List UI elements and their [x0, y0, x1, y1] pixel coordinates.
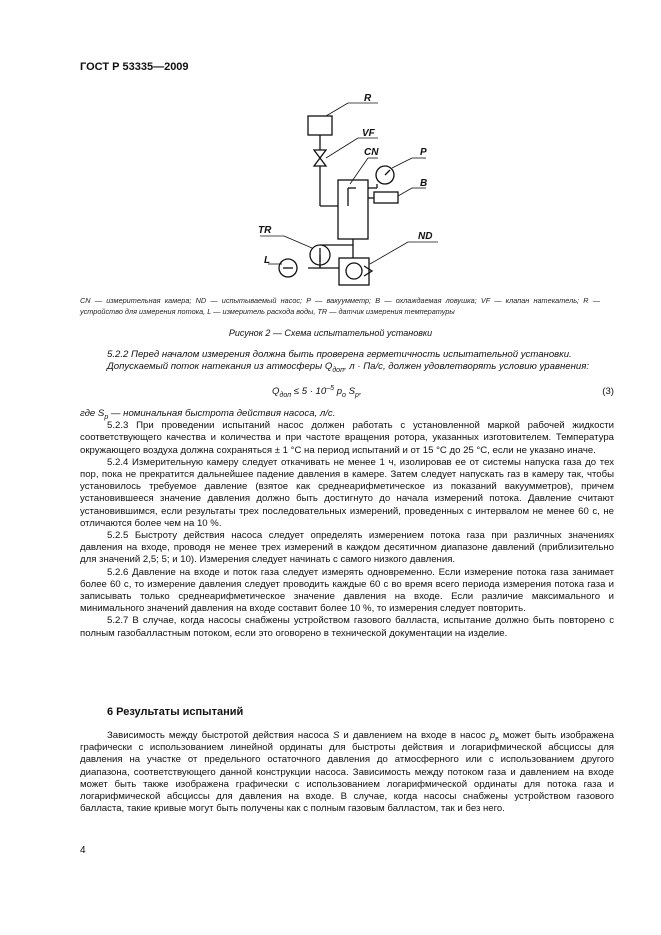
- formula-3: [80, 386, 614, 400]
- para-525: 5.2.5 Быстроту действия насоса следует определять измерением потока газа при различных значениях давления на входе, проводя не менее трех измерений в каждом десятичном диапазоне давлений (приблизительно для значений 2,5; 5; и 10). Измерения следует начинать с самого низкого давления.: [80, 530, 614, 566]
- para-527: 5.2.7 В случае, когда насосы снабжены устройством газового балласта, испытание должно быть повторено с полным газобалластным потоком, если это оговорено в технической документации на изделие.: [80, 615, 614, 639]
- formula-number: (3): [602, 386, 614, 397]
- label-tr: TR: [258, 225, 272, 236]
- paragraph-5-2-2: [80, 349, 614, 373]
- para-522-b: Допускаемый поток натекания из атмосферы $Q_{доп}$, л · Па/с, должен удовлетворять условию уравнения:: [107, 361, 590, 375]
- para-526: 5.2.6 Давление на входе и поток газа следует измерять одновременно. Если измерение потока газа занимает более 60 с, то измерение давления следует проводить каждые 60 с во время всего периода измерения потока газа и записывать только среднеарифметическое значение давления на входе. Если различие максимального и минимального значений давления на входе составит более 10 %, то измерения следует повторить.: [80, 566, 614, 615]
- measuring-chamber: [338, 180, 368, 239]
- test-setup-diagram: [240, 88, 440, 296]
- para-6: Зависимость между быстротой действия насоса S и давлением на входе в насос $p_в$ может быть изображена графически с использованием линейной ординаты для быстроты действия и логарифмической абсциссы для давления на участке от предельного остаточного давления до атмосферного или с использованием другого диапазона, соответствующего данной конструкции насоса. Зависимость между потоком газа и давлением на входе может быть также изображена графически с использованием логарифмической ординаты для потока газа и логарифмической абсциссы для давления на входе. В случае, когда насосы снабжены устройством газового балласта, такие кривые могут быть получены как с полным газовым балластом, так и без него.: [80, 730, 614, 815]
- flow-meter-box: [308, 116, 332, 135]
- label-cn: CN: [364, 147, 379, 158]
- formula-expression: $Q_{доп} \le 5 \cdot 10^{-5}$ $p_о$ $S_р$,: [272, 384, 362, 399]
- where-clause: где $S_p$ — номинальная быстрота действия насоса, л/с.: [80, 408, 336, 421]
- figure-legend: CN — измерительная камера; ND — испытываемый насос; P — вакуумметр; B — охлаждаемая ловушка; VF — клапан натекатель; R — устройство для измерения потока, L — измеритель расхода воды, TR — датчик измерения температуры: [80, 296, 600, 316]
- para-523: 5.2.3 При проведении испытаний насос должен работать с установленной маркой рабочей жидкости соответствующего качества и количества и при частоте вращения ротора, указанных изготовителем. Температура окружающего воздуха должна сохраняться ± 1 °С на период испытаний и от 15 °С до 25 °С, если не указано иначе.: [80, 420, 614, 456]
- section-title: 6 Результаты испытаний: [107, 706, 244, 718]
- document-header: ГОСТ Р 53335—2009: [80, 61, 189, 73]
- para-522-a: 5.2.2 Перед началом измерения должна быть проверена герметичность испытательной установки.: [107, 349, 572, 360]
- para-524: 5.2.4 Измерительную камеру следует откачивать не менее 1 ч, изолировав ее от системы напуска газа до тех пор, пока не прекратится дальнейшее падение давления в камере. Затем следует напускать газ в камеру так, чтобы установилось требуемое давление (взятое как среднеарифметическое из показаний вакуумметров), причем установившееся значение давления должно быть достигнуто до начала измерений потока. Давление считают установившимся, если результаты трех последовательных измерений, проведенных с интервалом не менее 60 с, не отличаются более чем на 10 %.: [80, 456, 614, 529]
- label-b: B: [420, 178, 428, 189]
- section-6-body: [80, 730, 614, 815]
- leak-valve-icon: [314, 150, 326, 166]
- label-nd: ND: [418, 231, 433, 242]
- label-l: L: [264, 255, 271, 266]
- cold-trap-box: [374, 192, 398, 203]
- figure-caption: Рисунок 2 — Схема испытательной установки: [228, 328, 433, 338]
- body-text-5-2: [80, 408, 614, 640]
- label-vf: VF: [362, 128, 375, 139]
- label-r: R: [364, 93, 372, 104]
- label-p: P: [420, 147, 427, 158]
- page-number: 4: [80, 845, 86, 856]
